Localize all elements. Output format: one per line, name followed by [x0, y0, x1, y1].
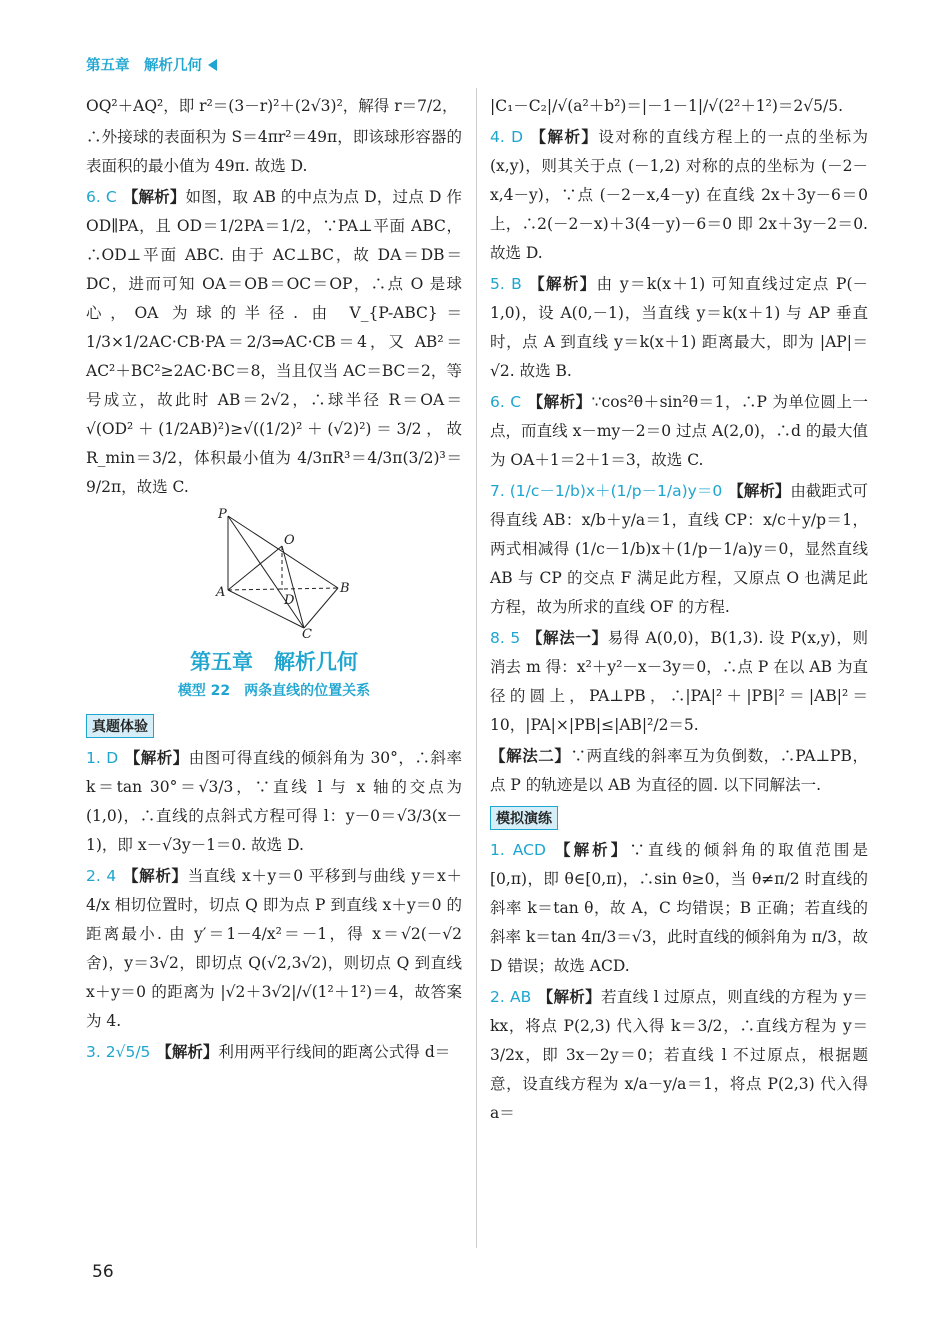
- column-divider: [476, 88, 477, 1248]
- triangle-marker-icon: [208, 59, 217, 71]
- left-column: [86, 92, 462, 1069]
- answer-1: 1. D 【解析】由图可得直线的倾斜角为 30°，∴斜率 k＝tan 30°＝√3/3，∵直线 l 与 x 轴的交点为 (1,0)，∴直线的点斜式方程可得 l：y－0＝√3/3(x－1)，即 x－√3y－1＝0. 故选 D.: [86, 749, 462, 854]
- label-d: D: [284, 593, 295, 608]
- box-label: 真题体验: [86, 714, 154, 738]
- label-c: C: [302, 627, 312, 642]
- answer-6: 6. C 【解析】∵cos²θ＋sin²θ＝1，∴P 为单位圆上一点，而直线 x－my－2＝0 过点 A(2,0)，∴d 的最大值为 OA＋1＝2＋1＝3，故选 C.: [490, 393, 868, 469]
- practice-2: 2. AB 【解析】若直线 l 过原点，则直线的方程为 y＝kx，将点 P(2,3) 代入得 k＝3/2，∴直线方程为 y＝3/2x，即 3x－2y＝0；若直线 l 不过原点，根据题意，设直线方程为 x/a－y/a＝1，将点 P(2,3) 代入得 a＝: [490, 988, 869, 1122]
- answer-7: 7. (1/c－1/b)x＋(1/p－1/a)y＝0 【解析】由截距式可得直线 AB：x/b＋y/a＝1，直线 CP：x/c＋y/p＝1，两式相减得 (1/c－1/b)x＋(1/p－1/a)y＝0，显然直线 AB 与 CP 的交点 F 满足此方程，又原点 O 也满足此方程，故为所求的直线 OF 的方程.: [490, 482, 868, 616]
- paragraph: ∴外接球的表面积为 S＝4πr²＝49π，即该球形容器的表面积的最小值为 49π. 故选 D.: [86, 128, 462, 175]
- label-o: O: [284, 533, 295, 548]
- label-a: A: [216, 585, 226, 600]
- right-column: [490, 92, 868, 1130]
- answer-5: 5. B 【解析】由 y＝k(x＋1) 可知直线过定点 P(－1,0)，设 A(0,－1)，当直线 y＝k(x＋1) 与 AP 垂直时，点 A 到直线 y＝k(x＋1) 距离最大，即为 |AP|＝√2. 故选 B.: [490, 275, 868, 380]
- answer-2: 2. 4 【解析】当直线 x＋y＝0 平移到与曲线 y＝x＋4/x 相切位置时，切点 Q 即为点 P 到直线 x＋y＝0 的距离最小. 由 y′＝1－4/x²＝－1，得 x＝√2(－√2 舍)，y＝3√2，即切点 Q(√2,3√2)，则切点 Q 到直线 x＋y＝0 的距离为 |√2＋3√2|/√(1²＋1²)＝4，故答案为 4.: [86, 867, 463, 1030]
- page-number: 56: [92, 1262, 114, 1282]
- section-title: 第五章 解析几何: [190, 650, 358, 674]
- answer-q6: 6. C 【解析】如图，取 AB 的中点为点 D，过点 D 作 OD∥PA，且 OD＝1/2PA＝1/2，∵PA⊥平面 ABC，∴OD⊥平面 ABC. 由于 AC⊥BC，故 DA＝DB＝DC，进而可知 OA＝OB＝OC＝OP，∴点 O 是球心，OA 为球的半径. 由 V_{P-ABC}＝1/3×1/2AC·CB·PA＝2/3⇒AC·CB＝4，又 AB²＝AC²＋BC²≥2AC·BC＝8，当且仅当 AC＝BC＝2，等号成立，故此时 AB＝2√2，∴球半径 R＝OA＝√(OD²＋(1/2AB)²)≥√((1/2)²＋(√2)²)＝3/2，故 R_min＝3/2，体积最小值为 4/3πR³＝4/3π(3/2)³＝9/2π，故选 C.: [86, 188, 462, 496]
- answer-8-method-2: 【解法二】∵两直线的斜率互为负倒数，∴PA⊥PB，点 P 的轨迹是以 AB 为直径的圆. 以下同解法一.: [490, 747, 868, 794]
- answer-4: 4. D 【解析】设对称的直线方程上的一点的坐标为 (x,y)，则其关于点 (－1,2) 对称的点的坐标为 (－2－x,4－y)，∵点 (－2－x,4－y) 在直线 2x＋3y－6＝0 上，∴2(－2－x)＋3(4－y)－6＝0 即 2x＋3y－2＝0. 故选 D.: [490, 128, 868, 262]
- label-b: B: [340, 581, 350, 596]
- answer-3: 3. 2√5/5 【解析】利用两平行线间的距离公式得 d＝: [86, 1043, 451, 1061]
- box-label: 模拟演练: [490, 806, 558, 830]
- tetrahedron-figure: [216, 507, 350, 642]
- practice-1: 1. ACD 【解析】∵直线的倾斜角的取值范围是 [0,π)，即 θ∈[0,π)，∴sin θ≥0，当 θ≠π/2 时直线的斜率 k＝tan θ，故 A，C 均错误；B 正确；若直线的斜率 k＝tan 4π/3＝√3，此时直线的倾斜角为 π/3，故 D 错误；故选 ACD.: [490, 841, 868, 975]
- section-subtitle: 模型 22 两条直线的位置关系: [177, 683, 371, 699]
- answer-8: 8. 5 【解法一】易得 A(0,0)，B(1,3). 设 P(x,y)，则消去 m 得：x²＋y²－x－3y＝0，∴点 P 在以 AB 为直径的圆上，PA⊥PB，∴|PA|²＋|PB|²＝|AB|²＝10，|PA|×|PB|≤|AB|²/2＝5.: [490, 629, 868, 734]
- paragraph: OQ²＋AQ²，即 r²＝(3－r)²＋(2√3)²，解得 r＝7/2，: [86, 97, 458, 115]
- label-p: P: [218, 507, 227, 522]
- paragraph: |C₁－C₂|/√(a²＋b²)＝|－1－1|/√(2²＋1²)＝2√5/5.: [490, 97, 843, 115]
- running-header: 第五章 解析几何: [86, 54, 217, 75]
